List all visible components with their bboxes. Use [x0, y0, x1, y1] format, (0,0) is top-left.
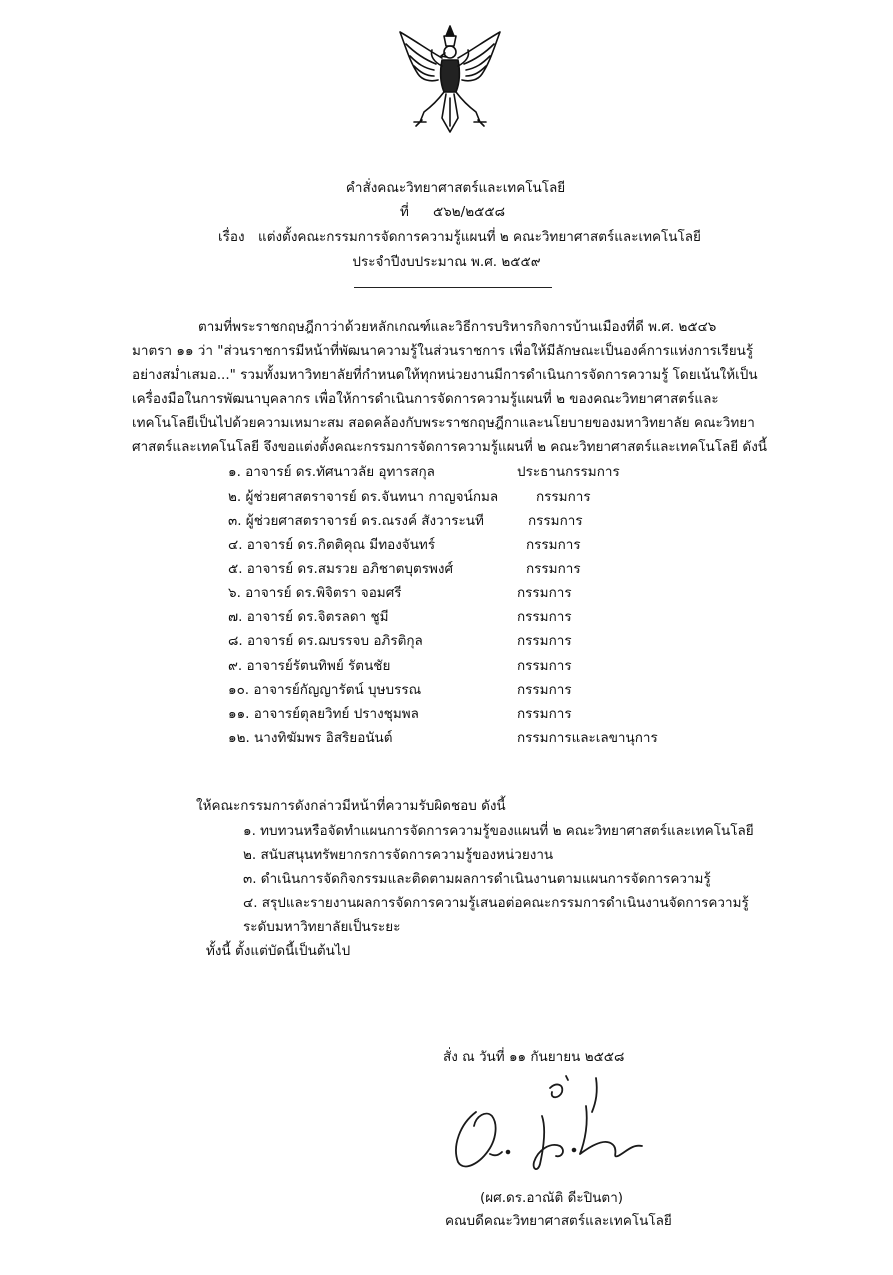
member-name: ๑๐. อาจารย์กัญญารัตน์ บุษบรรณ: [228, 682, 422, 698]
member-name: ๔. อาจารย์ ดร.กิตติคุณ มีทองจันทร์: [228, 537, 436, 553]
committee-member: [228, 533, 581, 555]
committee-member: [228, 629, 572, 651]
duty-item: ๒. สนับสนุนทรัพยากรการจัดการความรู้ของหน่วยงาน: [243, 847, 554, 863]
committee-member: [228, 485, 591, 507]
member-role: กรรมการ: [526, 537, 581, 553]
member-role: ประธานกรรมการ: [517, 464, 620, 480]
member-role: กรรมการ: [517, 658, 572, 674]
member-name: ๑๑. อาจารย์ตุลยวิทย์ ปรางชุมพล: [228, 706, 419, 722]
subject-label: เรื่อง: [218, 229, 245, 245]
intro-line: เครื่องมือในการพัฒนาบุคลากร เพื่อให้การดำเนินการจัดการความรู้แผนที่ ๒ ของคณะวิทยาศาสตร์และ: [132, 391, 719, 407]
intro-line: ตามที่พระราชกฤษฎีกาว่าด้วยหลักเกณฑ์และวิธีการบริหารกิจการบ้านเมืองที่ดี พ.ศ. ๒๕๔๖: [198, 319, 717, 335]
header-divider: [354, 287, 552, 288]
member-name: ๓. ผู้ช่วยศาสตราจารย์ ดร.ณรงค์ สังวาระนที: [228, 513, 484, 529]
handwritten-signature: [446, 1072, 656, 1177]
committee-member: [228, 460, 620, 482]
member-role: กรรมการ: [517, 706, 572, 722]
duty-item: ๔. สรุปและรายงานผลการจัดการความรู้เสนอต่อคณะกรรมการดำเนินงานจัดการความรู้: [243, 895, 749, 911]
committee-member: [228, 654, 572, 676]
member-name: ๗. อาจารย์ ดร.จิตรลดา ชูมี: [228, 609, 389, 625]
member-name: ๘. อาจารย์ ดร.ฌบรรจบ อภิรติกุล: [228, 633, 423, 649]
committee-member: [228, 509, 583, 531]
order-number-label: ที่: [400, 204, 409, 220]
order-number: ๕๖๒/๒๕๕๘: [433, 204, 505, 220]
member-role: กรรมการ: [517, 682, 572, 698]
member-role: กรรมการ: [517, 633, 572, 649]
member-role: กรรมการ: [528, 513, 583, 529]
member-role: กรรมการ: [517, 609, 572, 625]
member-role: กรรมการ: [526, 561, 581, 577]
intro-line: อย่างสม่ำเสมอ..." รวมทั้งมหาวิทยาลัยที่กำหนดให้ทุกหน่วยงานมีการดำเนินการจัดการความรู้ โดยเน้นให้เป็น: [132, 367, 758, 383]
committee-member: [228, 605, 572, 627]
member-name: ๑๒. นางทิฆัมพร อิสริยอนันต์: [228, 730, 393, 746]
fiscal-year: ประจำปีงบประมาณ พ.ศ. ๒๕๕๙: [352, 254, 541, 270]
committee-member: [228, 678, 572, 700]
committee-member: [228, 557, 581, 579]
member-role: กรรมการ: [536, 489, 591, 505]
member-name: ๑. อาจารย์ ดร.ทัศนาวลัย อุทารสกุล: [228, 464, 435, 480]
garuda-emblem-icon: [392, 22, 508, 138]
committee-member: [228, 581, 572, 603]
order-heading: คำสั่งคณะวิทยาศาสตร์และเทคโนโลยี: [345, 180, 566, 196]
member-role: กรรมการ: [517, 585, 572, 601]
intro-line: มาตรา ๑๑ ว่า "ส่วนราชการมีหน้าที่พัฒนาความรู้ในส่วนราชการ เพื่อให้มีลักษณะเป็นองค์การแห่งการเรียนรู้: [132, 343, 754, 359]
duty-item: ๑. ทบทวนหรือจัดทำแผนการจัดการความรู้ของแผนที่ ๒ คณะวิทยาศาสตร์และเทคโนโลยี: [243, 823, 754, 839]
committee-member: [228, 726, 658, 748]
duties-intro: ให้คณะกรรมการดังกล่าวมีหน้าที่ความรับผิดชอบ ดังนี้: [196, 798, 506, 814]
issue-date: สั่ง ณ วันที่ ๑๑ กันยายน ๒๕๕๘: [443, 1049, 625, 1065]
signatory-title: คณบดีคณะวิทยาศาสตร์และเทคโนโลยี: [445, 1213, 672, 1229]
member-role: กรรมการและเลขานุการ: [517, 730, 658, 746]
intro-line: ศาสตร์และเทคโนโลยี จึงขอแต่งตั้งคณะกรรมการจัดการความรู้แผนที่ ๒ คณะวิทยาศาสตร์และเทคโนโลยี ดังนี้: [132, 439, 768, 455]
duty-item-continuation: ระดับมหาวิทยาลัยเป็นระยะ: [243, 919, 401, 935]
effective-statement: ทั้งนี้ ตั้งแต่บัดนี้เป็นต้นไป: [206, 943, 351, 959]
subject-text: แต่งตั้งคณะกรรมการจัดการความรู้แผนที่ ๒ คณะวิทยาศาสตร์และเทคโนโลยี: [258, 229, 701, 245]
intro-line: เทคโนโลยีเป็นไปด้วยความเหมาะสม สอดคล้องกับพระราชกฤษฎีกาและนโยบายของมหาวิทยาลัย คณะวิทยา: [132, 415, 755, 431]
duty-item: ๓. ดำเนินการจัดกิจกรรมและติดตามผลการดำเนินงานตามแผนการจัดการความรู้: [243, 871, 711, 887]
member-name: ๙. อาจารย์รัตนทิพย์ รัตนชัย: [228, 658, 391, 674]
member-name: ๕. อาจารย์ ดร.สมรวย อภิชาตบุตรพงศ์: [228, 561, 454, 577]
signatory-name: (ผศ.ดร.อาณัติ ดีะปินตา): [480, 1190, 624, 1206]
committee-member: [228, 702, 572, 724]
member-name: ๖. อาจารย์ ดร.พิจิตรา จอมศรี: [228, 585, 402, 601]
member-name: ๒. ผู้ช่วยศาสตราจารย์ ดร.จันทนา กาญจน์กมล: [228, 489, 499, 505]
